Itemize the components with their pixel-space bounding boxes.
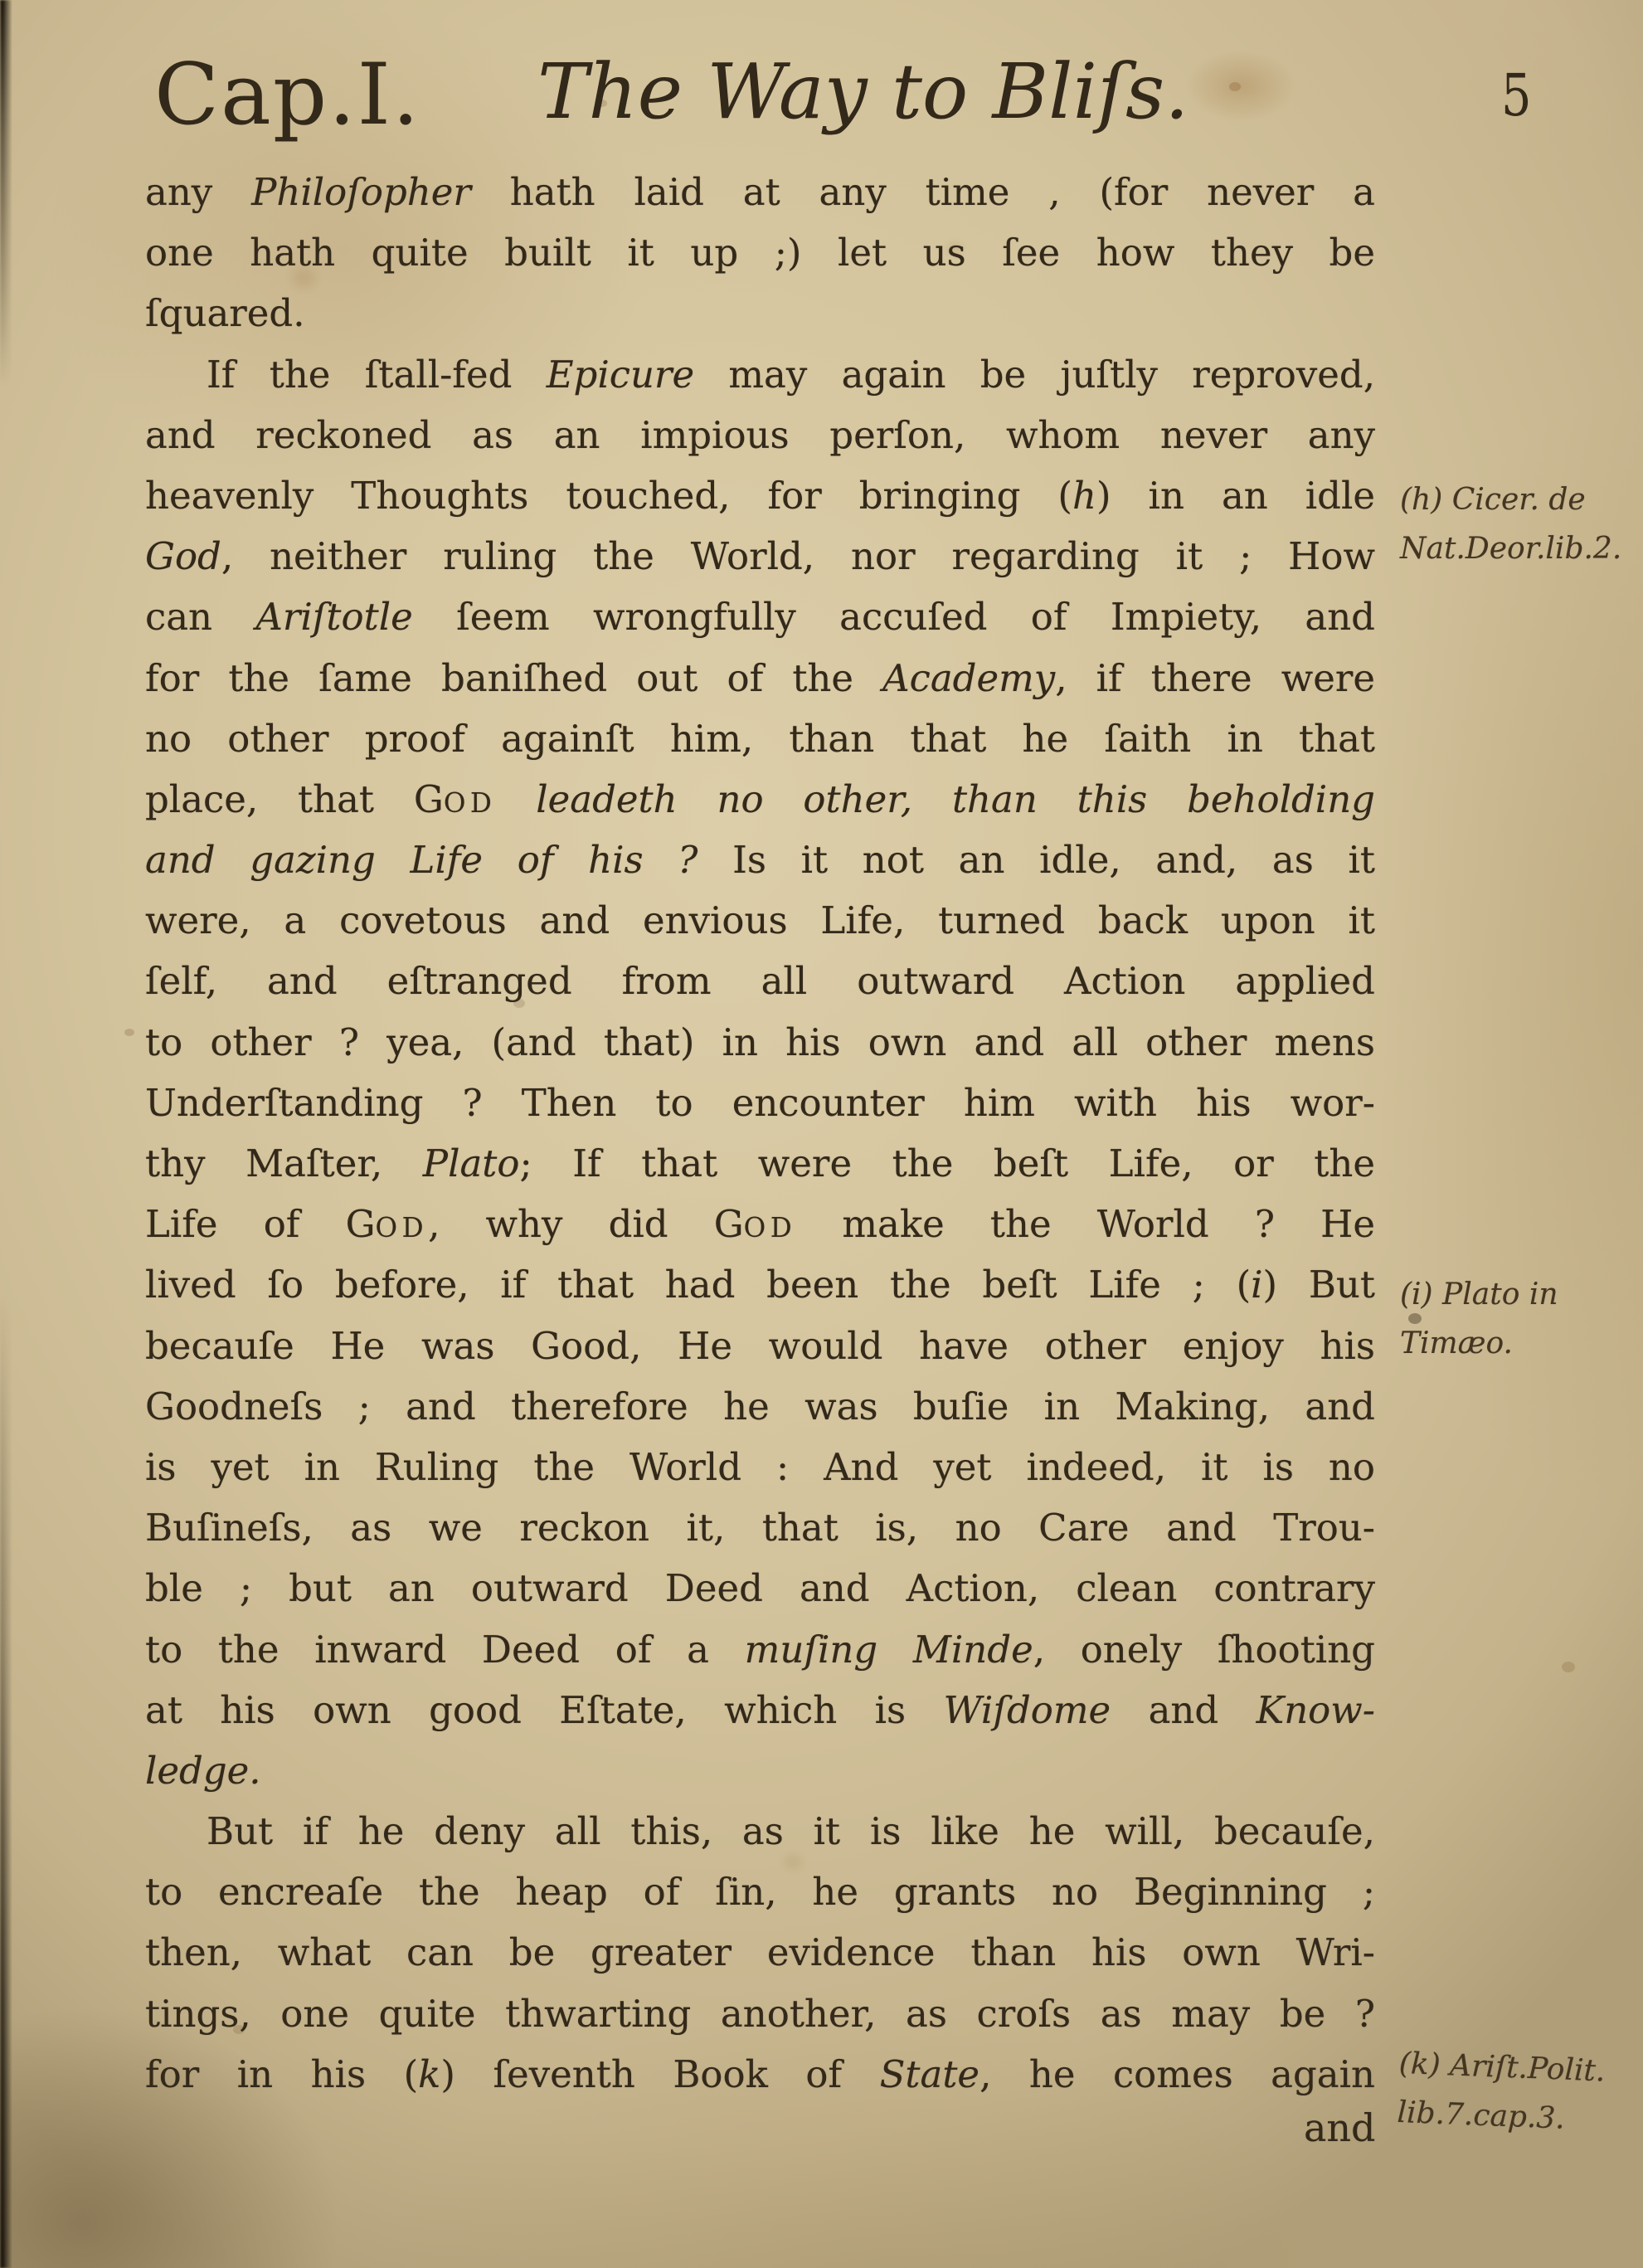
text-line-23: Buſineſs, as we reckon it, that is, no Care and Trou- bbox=[145, 1506, 1375, 1550]
margin-note-line: lib.7.cap.3. bbox=[1396, 2095, 1566, 2136]
text-line-28: But if he deny all this, as it is like he will, becauſe, bbox=[207, 1809, 1375, 1854]
margin-note-line: (i) Plato in bbox=[1400, 1277, 1558, 1312]
text-line-20: becauſe He was Good, He would have other enjoy his bbox=[145, 1323, 1375, 1368]
text-line-27: ledge. bbox=[145, 1748, 261, 1793]
text-line-19: lived ſo before, if that had been the beſt Life ; (i) But bbox=[145, 1263, 1375, 1307]
text-line-29: to encreaſe the heap of ſin, he grants no Beginning ; bbox=[145, 1870, 1375, 1915]
text-line-16: Underſtanding ? Then to encounter him with his wor- bbox=[145, 1080, 1375, 1125]
margin-note-k bbox=[1396, 2039, 1606, 2144]
text-line-14: ſelf, and eſtranged from all outward Action applied bbox=[145, 959, 1375, 1004]
text-line-12: and gazing Life of his ? Is it not an idle, and, as it bbox=[145, 838, 1375, 883]
text-line-1: any Philoſopher hath laid at any time , (for never a bbox=[145, 170, 1375, 214]
margin-note-line: (k) Ariſt.Polit. bbox=[1398, 2047, 1607, 2089]
text-line-8: can Ariſtotle ſeem wrongfully accuſed of Impiety, and bbox=[145, 595, 1375, 640]
margin-note-line: Timæo. bbox=[1400, 1326, 1513, 1360]
text-line-7: God, neither ruling the World, nor regarding it ; How bbox=[145, 534, 1375, 579]
chapter-label: Cap.I. bbox=[154, 46, 421, 144]
text-line-18: Life of GOD, why did GOD make the World ? He bbox=[145, 1202, 1375, 1247]
running-title: The Way to Bliſs. bbox=[537, 47, 1189, 136]
text-line-31: tings, one quite thwarting another, as croſs as may be ? bbox=[145, 1991, 1375, 2036]
text-line-15: to other ? yea, (and that) in his own and all other mens bbox=[145, 1020, 1375, 1064]
text-line-6: heavenly Thoughts touched, for bringing (h) in an idle bbox=[145, 473, 1375, 518]
text-line-3: ſquared. bbox=[145, 291, 305, 336]
text-line-26: at his own good Eſtate, which is Wiſdome and Know- bbox=[145, 1687, 1375, 1732]
text-line-25: to the inward Deed of a muſing Minde, onely ſhooting bbox=[145, 1627, 1375, 1672]
binding-edge-shadow bbox=[0, 0, 12, 2268]
text-line-32: for in his (k) ſeventh Book of State, he comes again bbox=[145, 2051, 1375, 2096]
text-line-21: Goodneſs ; and therefore he was buſie in Making, and bbox=[145, 1384, 1375, 1428]
margin-note-h bbox=[1400, 475, 1621, 573]
catchword: and bbox=[1304, 2105, 1376, 2150]
text-line-4: If the ſtall-fed Epicure may again be juſtly reproved, bbox=[207, 352, 1375, 397]
margin-note-line: Nat.Deor.lib.2. bbox=[1400, 532, 1622, 566]
text-line-22: is yet in Ruling the World : And yet indeed, it is no bbox=[145, 1444, 1375, 1489]
text-line-13: were, a covetous and envious Life, turned back upon it bbox=[145, 898, 1375, 943]
body-text bbox=[145, 162, 1375, 2105]
text-line-5: and reckoned as an impious perſon, whom never any bbox=[145, 412, 1375, 457]
text-line-9: for the ſame baniſhed out of the Academy, if there were bbox=[145, 655, 1375, 700]
page-number: 5 bbox=[1501, 61, 1532, 129]
margin-note-line: (h) Cicer. de bbox=[1400, 483, 1586, 517]
text-line-2: one hath quite built it up ;) let us ſee how they be bbox=[145, 231, 1375, 275]
margin-note-i bbox=[1400, 1270, 1558, 1368]
text-line-30: then, what can be greater evidence than his own Wri- bbox=[145, 1930, 1375, 1975]
text-line-11: place, that GOD leadeth no other, than this beholding bbox=[145, 776, 1375, 821]
text-line-24: ble ; but an outward Deed and Action, clean contrary bbox=[145, 1566, 1375, 1611]
text-line-10: no other proof againſt him, than that he ſaith in that bbox=[145, 716, 1375, 761]
text-line-17: thy Maſter, Plato; If that were the beſt Life, or the bbox=[145, 1141, 1375, 1185]
